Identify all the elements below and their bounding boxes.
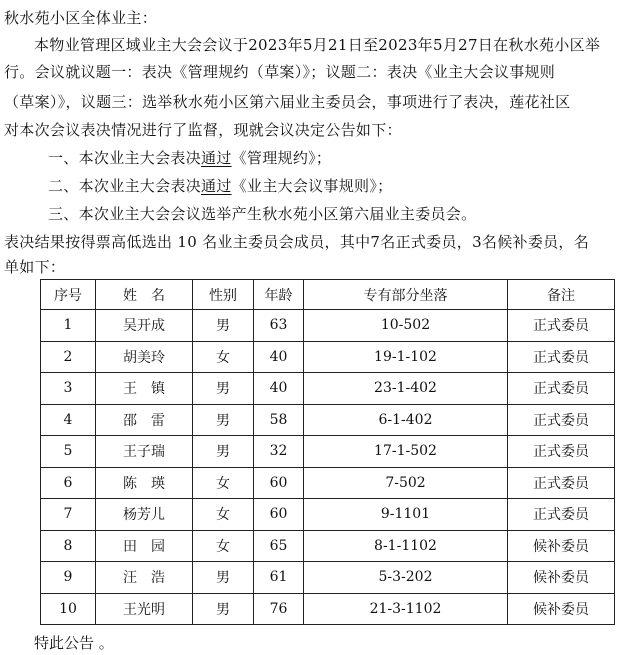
cell-unit: 10-502 bbox=[304, 310, 508, 342]
cell-name: 邵 雷 bbox=[96, 404, 193, 436]
cell-no: 2 bbox=[41, 341, 96, 373]
body-paragraph-line: （草案）》，议题三：选举秋水苑小区第六届业主委员会，事项进行了表决，莲花社区 bbox=[4, 93, 571, 111]
resolution-item-1-prefix: 一、本次业主大会表决 bbox=[48, 149, 202, 167]
cell-sex: 男 bbox=[193, 562, 254, 594]
cell-age: 63 bbox=[254, 310, 304, 342]
resolution-item-1-result: 通过 bbox=[201, 149, 232, 167]
cell-note: 候补委员 bbox=[508, 562, 615, 594]
cell-name: 杨芳儿 bbox=[96, 499, 193, 531]
cell-no: 9 bbox=[41, 562, 96, 594]
cell-name: 胡美玲 bbox=[96, 341, 193, 373]
committee-members-table bbox=[40, 279, 615, 625]
cell-no: 8 bbox=[41, 530, 96, 562]
cell-unit: 9-1101 bbox=[304, 499, 508, 531]
cell-no: 4 bbox=[41, 404, 96, 436]
cell-name: 吴开成 bbox=[96, 310, 193, 342]
cell-note: 正式委员 bbox=[508, 467, 615, 499]
cell-note: 候补委员 bbox=[508, 593, 615, 625]
body-paragraph-line: 对本次会议表决情况进行了监督，现就会议决定公告如下： bbox=[4, 121, 402, 139]
cell-unit: 5-3-202 bbox=[304, 562, 508, 594]
header-note: 备注 bbox=[508, 280, 615, 310]
cell-note: 正式委员 bbox=[508, 341, 615, 373]
cell-unit: 8-1-1102 bbox=[304, 530, 508, 562]
header-name: 姓 名 bbox=[96, 280, 193, 310]
result-summary-line: 单如下： bbox=[4, 258, 66, 276]
cell-age: 65 bbox=[254, 530, 304, 562]
table-row bbox=[41, 562, 615, 594]
cell-name: 王子瑞 bbox=[96, 436, 193, 468]
cell-name: 田 园 bbox=[96, 530, 193, 562]
cell-sex: 男 bbox=[193, 404, 254, 436]
cell-age: 61 bbox=[254, 562, 304, 594]
cell-sex: 男 bbox=[193, 436, 254, 468]
body-paragraph-line: 本物业管理区域业主大会会议于2023年5月21日至2023年5月27日在秋水苑小区举 bbox=[34, 36, 601, 54]
cell-unit: 19-1-102 bbox=[304, 341, 508, 373]
table-header-row bbox=[41, 280, 615, 310]
result-summary-line: 表决结果按得票高低选出 10 名业主委员会成员，其中7名正式委员，3名候补委员，名 bbox=[4, 233, 590, 251]
cell-sex: 女 bbox=[193, 530, 254, 562]
table-row bbox=[41, 404, 615, 436]
cell-no: 10 bbox=[41, 593, 96, 625]
table-row bbox=[41, 499, 615, 531]
table-row bbox=[41, 593, 615, 625]
resolution-item-2-prefix: 二、本次业主大会表决 bbox=[48, 177, 202, 195]
cell-sex: 男 bbox=[193, 310, 254, 342]
cell-note: 候补委员 bbox=[508, 530, 615, 562]
cell-age: 40 bbox=[254, 373, 304, 405]
resolution-item-2-suffix: 《业主大会议事规则》； bbox=[231, 177, 393, 195]
table-row bbox=[41, 436, 615, 468]
body-paragraph-line: 行。会议就议题一：表决《管理规约（草案）》；议题二：表决《业主大会议事规则 bbox=[4, 63, 556, 81]
salutation: 秋水苑小区全体业主： bbox=[4, 9, 158, 27]
cell-unit: 23-1-402 bbox=[304, 373, 508, 405]
header-sex: 性别 bbox=[193, 280, 254, 310]
resolution-item-3: 三、本次业主大会会议选举产生秋水苑小区第六届业主委员会。 bbox=[48, 205, 477, 223]
cell-sex: 男 bbox=[193, 373, 254, 405]
cell-name: 王 镇 bbox=[96, 373, 193, 405]
cell-sex: 女 bbox=[193, 499, 254, 531]
header-no: 序号 bbox=[41, 280, 96, 310]
table-row bbox=[41, 341, 615, 373]
cell-unit: 21-3-1102 bbox=[304, 593, 508, 625]
header-unit: 专有部分坐落 bbox=[304, 280, 508, 310]
table-row bbox=[41, 467, 615, 499]
cell-no: 3 bbox=[41, 373, 96, 405]
cell-age: 32 bbox=[254, 436, 304, 468]
cell-sex: 女 bbox=[193, 341, 254, 373]
cell-age: 60 bbox=[254, 467, 304, 499]
cell-unit: 7-502 bbox=[304, 467, 508, 499]
cell-sex: 女 bbox=[193, 467, 254, 499]
resolution-item-2 bbox=[48, 176, 392, 196]
table-row bbox=[41, 373, 615, 405]
cell-note: 正式委员 bbox=[508, 373, 615, 405]
cell-age: 40 bbox=[254, 341, 304, 373]
cell-no: 7 bbox=[41, 499, 96, 531]
cell-note: 正式委员 bbox=[508, 436, 615, 468]
cell-unit: 6-1-402 bbox=[304, 404, 508, 436]
cell-no: 1 bbox=[41, 310, 96, 342]
cell-no: 5 bbox=[41, 436, 96, 468]
table-row bbox=[41, 310, 615, 342]
cell-name: 王光明 bbox=[96, 593, 193, 625]
cell-note: 正式委员 bbox=[508, 499, 615, 531]
resolution-item-2-result: 通过 bbox=[201, 177, 232, 195]
cell-sex: 男 bbox=[193, 593, 254, 625]
cell-no: 6 bbox=[41, 467, 96, 499]
header-age: 年龄 bbox=[254, 280, 304, 310]
cell-unit: 17-1-502 bbox=[304, 436, 508, 468]
cell-age: 60 bbox=[254, 499, 304, 531]
cell-note: 正式委员 bbox=[508, 404, 615, 436]
cell-age: 58 bbox=[254, 404, 304, 436]
cell-note: 正式委员 bbox=[508, 310, 615, 342]
resolution-item-1 bbox=[48, 148, 331, 168]
cell-name: 陈 瑛 bbox=[96, 467, 193, 499]
cell-age: 76 bbox=[254, 593, 304, 625]
resolution-item-1-suffix: 《管理规约》； bbox=[231, 149, 332, 167]
table-row bbox=[41, 530, 615, 562]
closing-line: 特此公告 。 bbox=[34, 634, 114, 652]
cell-name: 汪 浩 bbox=[96, 562, 193, 594]
